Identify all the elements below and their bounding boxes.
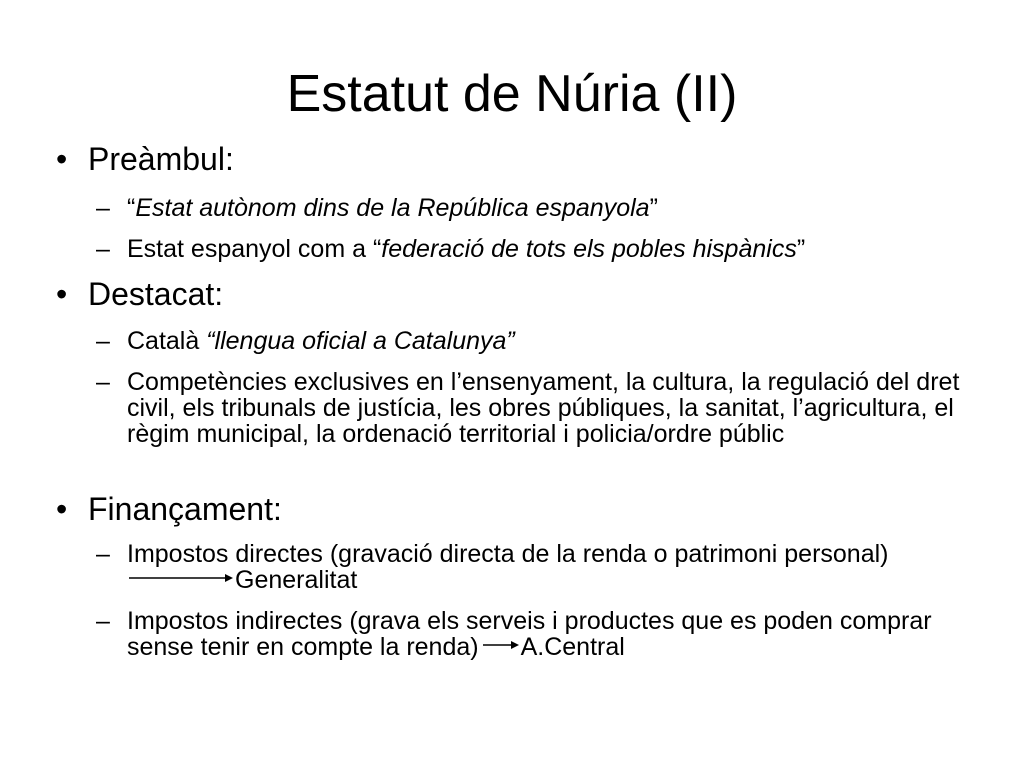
dash-icon: – [96,368,110,396]
bullet-heading: Preàmbul: [88,141,234,177]
sub-item [96,328,976,354]
arrow-right-icon [479,638,521,652]
italic-text: “llengua oficial a Catalunya” [206,327,515,355]
arrow-target: A.Central [520,633,625,661]
sub-item [96,369,976,447]
arrow-target: Generalitat [235,566,358,594]
prefix-text: Català [127,327,207,355]
arrow-right-icon [127,571,235,585]
bullet-financament [56,491,282,527]
bullet-icon: • [56,141,68,177]
close-quote: ” [649,194,658,222]
dash-icon: – [96,607,110,635]
bullet-destacat [56,276,223,312]
bullet-heading: Finançament: [88,491,282,527]
dash-icon: – [96,327,110,355]
italic-text: federació de tots els pobles hispànics [381,235,797,263]
sub-item [96,608,976,660]
bullet-icon: • [56,276,68,312]
dash-icon: – [96,540,110,568]
bullet-icon: • [56,491,68,527]
sub-item-text [127,608,976,660]
sub-item [96,195,976,221]
bullet-preambul [56,141,234,177]
sub-item [96,541,976,593]
close-quote: ” [796,235,806,263]
sub-item [96,236,976,262]
item-text: Impostos directes (gravació directa de la renda o patrimoni personal) [127,540,889,568]
sub-item-text [127,541,976,593]
sub-item-text: Competències exclusives en l’ensenyament, la cultura, la regulació del dret civil, els tribunals de justícia, les obres públiques, la sanitat, l’agricultura, el règim municipal, la ordenació territorial i policia/ordre públic [127,368,960,448]
sub-item-text [127,328,976,354]
slide-title: Estatut de Núria (II) [286,65,738,123]
dash-icon: – [96,194,110,222]
item-text: Impostos indirectes (grava els serveis i productes que es poden comprar sense tenir en compte la renda) [127,607,932,661]
italic-text: Estat autònom dins de la República espanyola [135,194,650,222]
bullet-heading: Destacat: [88,276,224,312]
sub-item-text [127,195,976,221]
open-quote: “ [127,194,136,222]
dash-icon: – [96,235,110,263]
sub-item-text [127,236,976,262]
prefix-text: Estat espanyol com a “ [127,235,382,263]
